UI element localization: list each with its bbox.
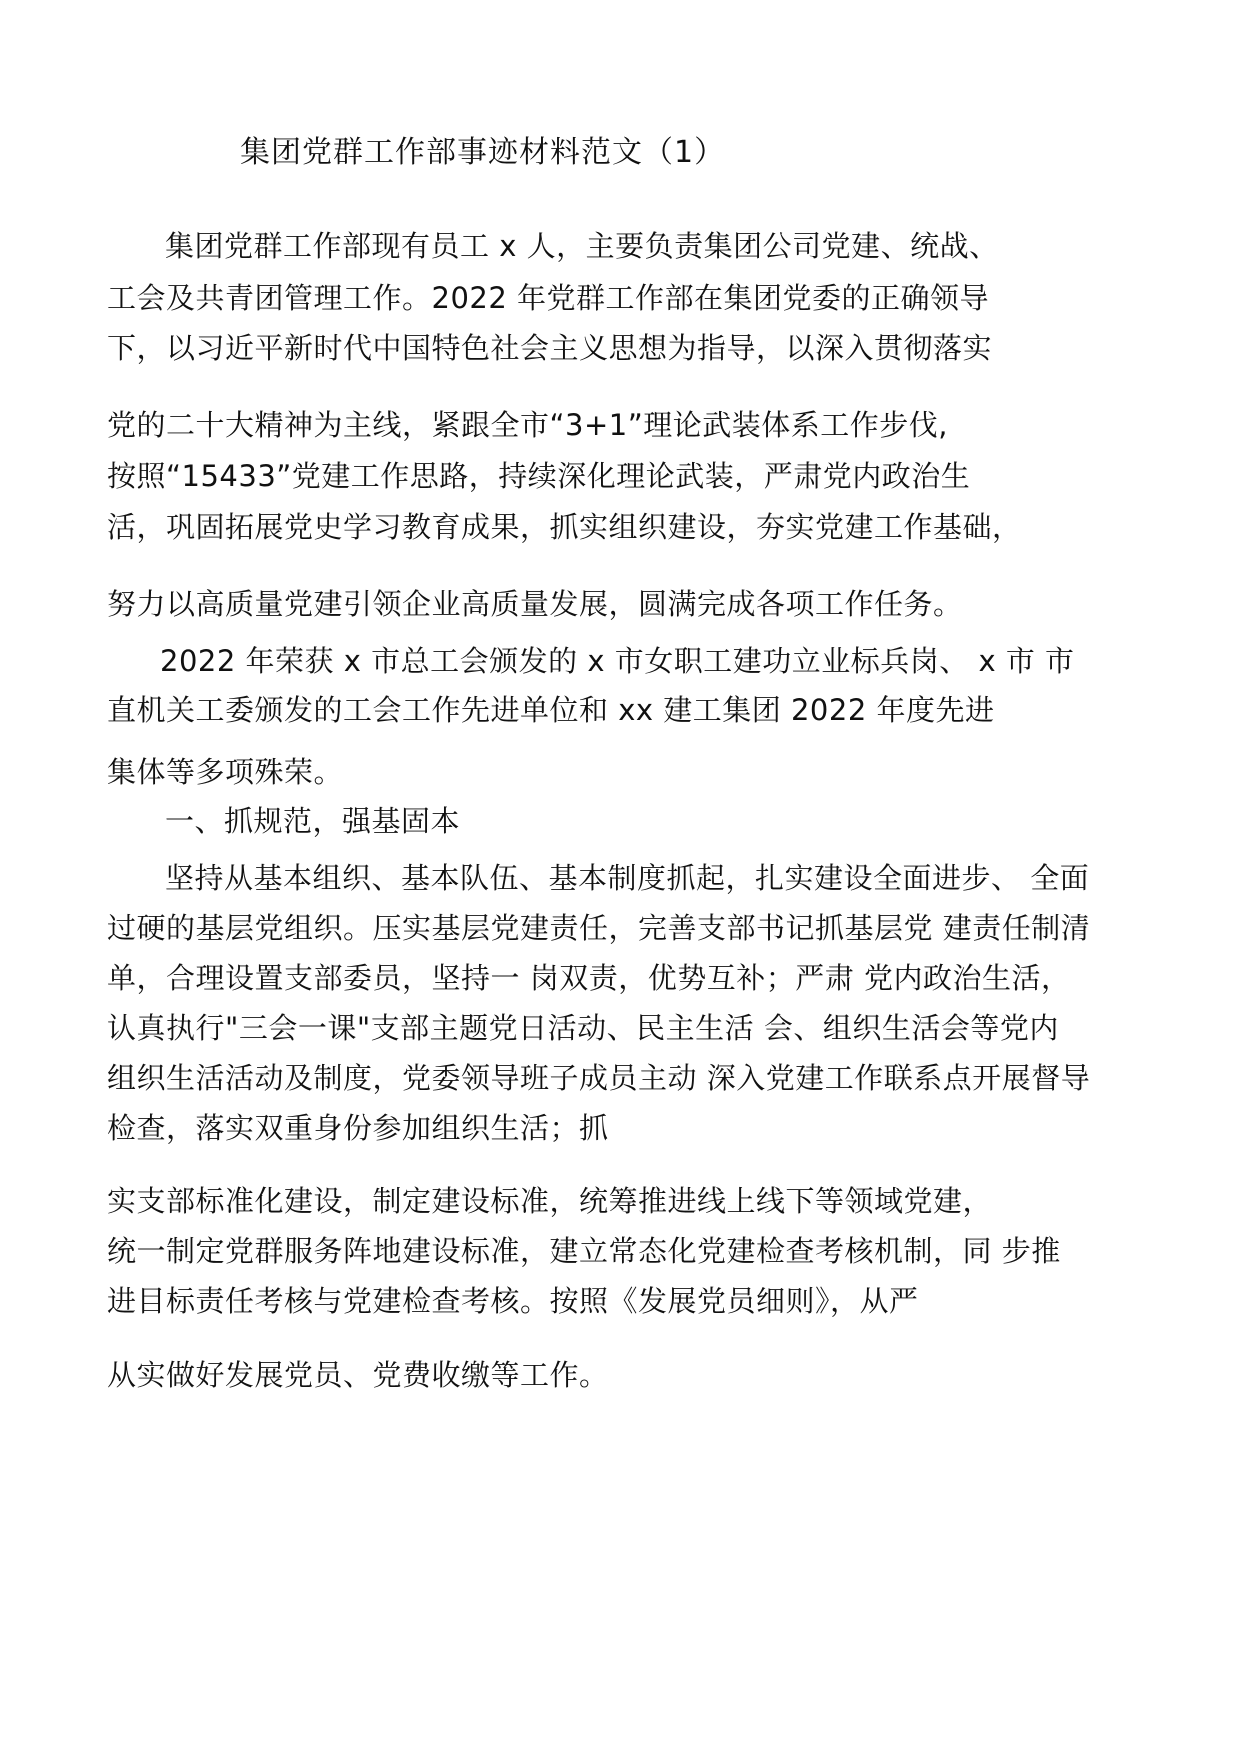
paragraph-line: 按照“15433”党建工作思路，持续深化理论武装，严肃党内政治生	[107, 459, 971, 493]
paragraph-line: 2022 年荣获 x 市总工会颁发的 x 市女职工建功立业标兵岗、 x 市 市	[160, 644, 1075, 678]
paragraph-line: 进目标责任考核与党建检查考核。按照《发展党员细则》，从严	[107, 1284, 919, 1318]
paragraph-line: 组织生活活动及制度，党委领导班子成员主动 深入党建工作联系点开展督导	[107, 1061, 1091, 1095]
document-title: 集团党群工作部事迹材料范文（1）	[240, 135, 726, 170]
paragraph-line: 单，合理设置支部委员，坚持一 岗双责，优势互补；严肃 党内政治生活，	[107, 961, 1071, 995]
paragraph-line: 直机关工委颁发的工会工作先进单位和 xx 建工集团 2022 年度先进	[107, 693, 995, 727]
paragraph-line: 过硬的基层党组织。压实基层党建责任，完善支部书记抓基层党 建责任制清	[107, 911, 1091, 945]
paragraph-line: 从实做好发展党员、党费收缴等工作。	[107, 1358, 609, 1392]
paragraph-line: 活，巩固拓展党史学习教育成果，抓实组织建设，夯实党建工作基础，	[107, 510, 1022, 544]
paragraph-line: 坚持从基本组织、基本队伍、基本制度抓起，扎实建设全面进步、 全面	[165, 861, 1090, 895]
paragraph-line: 集团党群工作部现有员工 x 人，主要负责集团公司党建、统战、	[165, 229, 999, 263]
section-heading: 一、抓规范，强基固本	[165, 804, 461, 838]
paragraph-line: 下，以习近平新时代中国特色社会主义思想为指导，以深入贯彻落实	[107, 331, 993, 365]
paragraph-line: 集体等多项殊荣。	[107, 755, 344, 789]
paragraph-line: 努力以高质量党建引领企业高质量发展，圆满完成各项工作任务。	[107, 587, 963, 621]
paragraph-line: 党的二十大精神为主线，紧跟全市“3+1”理论武装体系工作步伐,	[107, 408, 948, 442]
paragraph-line: 认真执行"三会一课"支部主题党日活动、民主生活 会、组织生活会等党内	[107, 1011, 1059, 1045]
paragraph-line: 检查，落实双重身份参加组织生活；抓	[107, 1111, 609, 1145]
paragraph-line: 统一制定党群服务阵地建设标准，建立常态化党建检查考核机制，同 步推	[107, 1234, 1061, 1268]
paragraph-line: 实支部标准化建设，制定建设标准，统筹推进线上线下等领域党建，	[107, 1184, 993, 1218]
paragraph-line: 工会及共青团管理工作。2022 年党群工作部在集团党委的正确领导	[107, 281, 990, 315]
